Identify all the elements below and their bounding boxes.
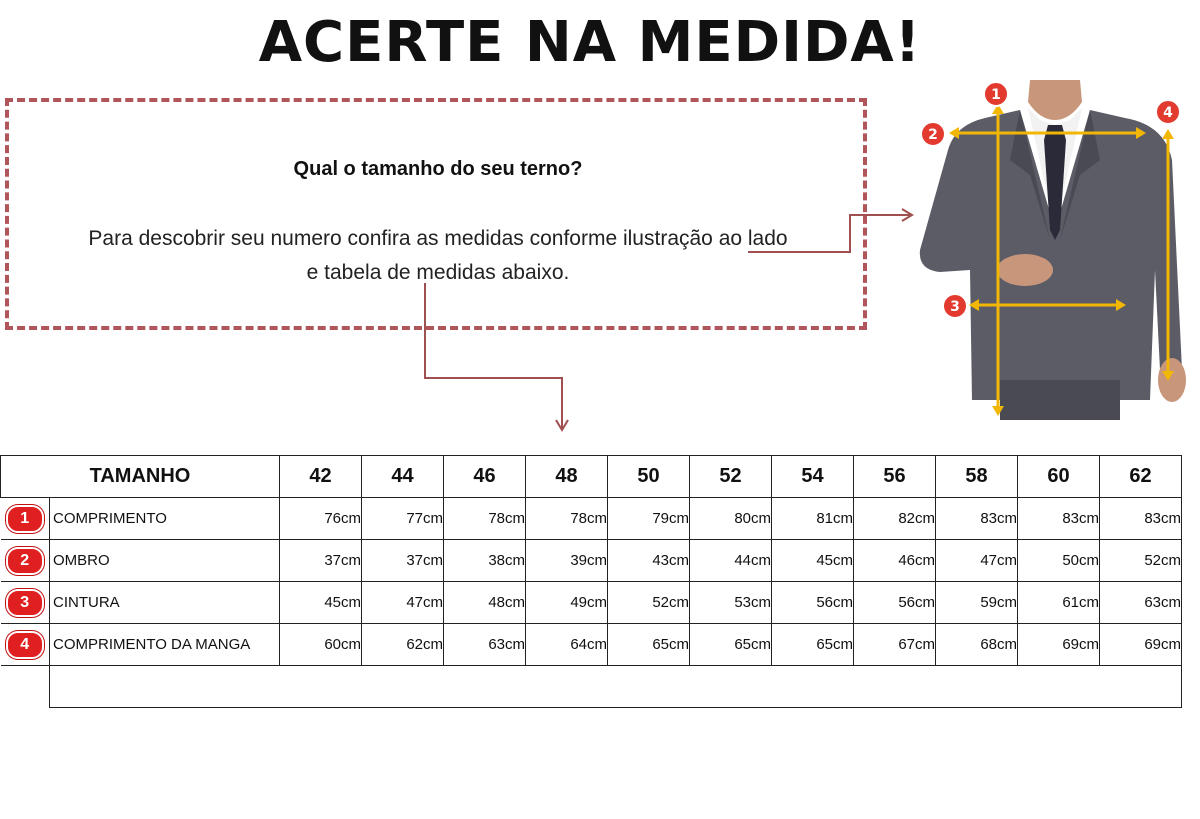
table-cell: 63cm <box>1100 582 1182 624</box>
table-cell: 65cm <box>690 624 772 666</box>
svg-text:3: 3 <box>950 299 960 315</box>
table-cell: 59cm <box>936 582 1018 624</box>
blank-cell <box>50 666 1182 708</box>
table-cell: 44cm <box>690 540 772 582</box>
row-label: CINTURA <box>50 582 280 624</box>
table-cell: 62cm <box>362 624 444 666</box>
table-cell: 68cm <box>936 624 1018 666</box>
table-cell: 83cm <box>936 498 1018 540</box>
size-header: 48 <box>526 456 608 498</box>
size-header: 44 <box>362 456 444 498</box>
row-label: OMBRO <box>50 540 280 582</box>
table-cell: 45cm <box>280 582 362 624</box>
table-cell: 81cm <box>772 498 854 540</box>
table-cell: 52cm <box>1100 540 1182 582</box>
table-cell: 65cm <box>608 624 690 666</box>
table-cell: 76cm <box>280 498 362 540</box>
row-number-badge: 2 <box>6 547 44 575</box>
size-table <box>0 455 1182 708</box>
table-cell: 50cm <box>1018 540 1100 582</box>
table-row <box>1 540 1182 582</box>
svg-text:2: 2 <box>928 127 938 143</box>
info-question: Qual o tamanho do seu terno? <box>293 158 583 180</box>
table-cell: 78cm <box>444 498 526 540</box>
size-header: 42 <box>280 456 362 498</box>
size-header: 54 <box>772 456 854 498</box>
size-header: 50 <box>608 456 690 498</box>
table-cell: 65cm <box>772 624 854 666</box>
size-header-row <box>1 456 1182 498</box>
row-number-cell <box>1 582 50 624</box>
info-line-2: e tabela de medidas abaixo. <box>306 261 570 284</box>
table-cell: 64cm <box>526 624 608 666</box>
table-row <box>1 582 1182 624</box>
table-cell: 38cm <box>444 540 526 582</box>
trousers <box>1000 380 1120 420</box>
hand <box>997 254 1053 286</box>
table-cell: 60cm <box>280 624 362 666</box>
row-number-badge: 1 <box>6 505 44 533</box>
marker-3 <box>943 294 967 318</box>
size-header: 58 <box>936 456 1018 498</box>
table-cell: 67cm <box>854 624 936 666</box>
size-header: 60 <box>1018 456 1100 498</box>
size-header: 52 <box>690 456 772 498</box>
table-cell: 80cm <box>690 498 772 540</box>
table-cell: 37cm <box>280 540 362 582</box>
size-header-label: TAMANHO <box>1 456 280 498</box>
table-cell: 78cm <box>526 498 608 540</box>
table-cell: 63cm <box>444 624 526 666</box>
table-cell: 69cm <box>1018 624 1100 666</box>
table-cell: 45cm <box>772 540 854 582</box>
table-cell: 48cm <box>444 582 526 624</box>
table-blank-row <box>1 666 1182 708</box>
page-title: ACERTE NA MEDIDA! <box>258 10 922 75</box>
marker-2 <box>921 122 945 146</box>
table-cell: 47cm <box>936 540 1018 582</box>
row-number-cell <box>1 624 50 666</box>
arrow-to-table <box>425 283 562 428</box>
size-header: 62 <box>1100 456 1182 498</box>
table-cell: 83cm <box>1018 498 1100 540</box>
table-cell: 83cm <box>1100 498 1182 540</box>
row-number-cell <box>1 498 50 540</box>
table-cell: 37cm <box>362 540 444 582</box>
row-number-badge: 4 <box>6 631 44 659</box>
table-cell: 56cm <box>772 582 854 624</box>
table-cell: 69cm <box>1100 624 1182 666</box>
row-label: COMPRIMENTO <box>50 498 280 540</box>
size-header: 56 <box>854 456 936 498</box>
svg-text:4: 4 <box>1163 105 1173 121</box>
info-line-1: Para descobrir seu numero confira as medidas conforme ilustração ao lado <box>88 227 788 250</box>
row-number-badge: 3 <box>6 589 44 617</box>
table-cell: 52cm <box>608 582 690 624</box>
marker-1 <box>984 82 1008 106</box>
row-label: COMPRIMENTO DA MANGA <box>50 624 280 666</box>
table-cell: 47cm <box>362 582 444 624</box>
blank-gutter <box>1 666 50 708</box>
marker-4 <box>1156 100 1180 124</box>
table-cell: 53cm <box>690 582 772 624</box>
table-cell: 77cm <box>362 498 444 540</box>
table-cell: 56cm <box>854 582 936 624</box>
svg-text:1: 1 <box>991 87 1001 103</box>
table-cell: 61cm <box>1018 582 1100 624</box>
table-cell: 49cm <box>526 582 608 624</box>
table-row <box>1 498 1182 540</box>
table-cell: 82cm <box>854 498 936 540</box>
arrow-to-photo <box>748 215 910 252</box>
head-shape <box>1028 80 1082 120</box>
suit-illustration <box>910 80 1200 420</box>
table-cell: 79cm <box>608 498 690 540</box>
row-number-cell <box>1 540 50 582</box>
table-row <box>1 624 1182 666</box>
table-cell: 43cm <box>608 540 690 582</box>
table-cell: 39cm <box>526 540 608 582</box>
hand-right <box>1158 358 1186 402</box>
size-header: 46 <box>444 456 526 498</box>
table-cell: 46cm <box>854 540 936 582</box>
